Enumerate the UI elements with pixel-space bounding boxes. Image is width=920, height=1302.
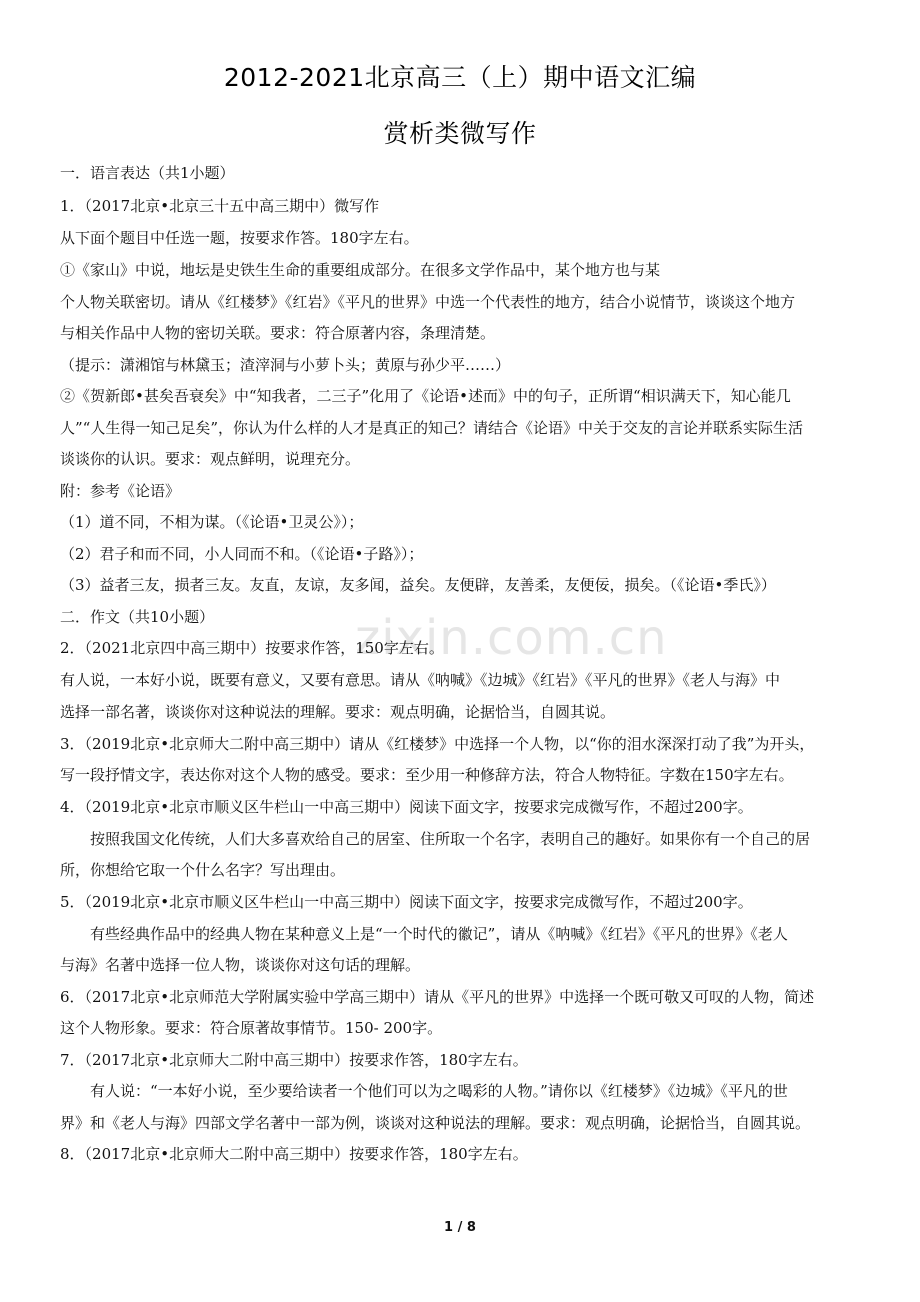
- page-number: 1 / 8: [444, 1220, 476, 1235]
- text-line: 按照我国文化传统，人们大多喜欢给自己的居室、住所取一个名字，表明自己的趣好。如果你有一个自己的居: [90, 830, 811, 848]
- question-heading: 4．（2019北京•北京市顺义区牛栏山一中高三期中）阅读下面文字，按要求完成微写作，不超过200字。: [60, 798, 753, 816]
- text-line: ②《贺新郎•甚矣吾衰矣》中“知我者，二三子”化用了《论语•述而》中的句子，正所谓“相识满天下，知心能几: [60, 387, 791, 405]
- text-line: 与海》名著中选择一位人物，谈谈你对这句话的理解。: [60, 956, 421, 974]
- text-line: （3）益者三友，损者三友。友直，友谅，友多闻，益矣。友便辟，友善柔，友便佞，损矣。（《论语•季氏》）: [60, 576, 776, 594]
- text-line: 有人说，一本好小说，既要有意义，又要有意思。请从《呐喊》《边城》《红岩》《平凡的世界》《老人与海》中: [60, 671, 781, 689]
- watermark: zixin.com.cn: [355, 610, 668, 666]
- text-line: 个人物关联密切。请从《红楼梦》《红岩》《平凡的世界》中选一个代表性的地方，结合小说情节，谈谈这个地方: [60, 293, 796, 311]
- document-title: 2012-2021北京高三（上）期中语文汇编: [223, 63, 697, 92]
- text-line: （提示：潇湘馆与林黛玉；渣滓洞与小萝卜头；黄原与孙少平……）: [60, 356, 511, 374]
- text-line: 有人说：“一本好小说，至少要给读者一个他们可以为之喝彩的人物。”请你以《红楼梦》《边城》《平凡的世: [90, 1082, 788, 1100]
- text-line: 界》和《老人与海》四部文学名著中一部为例，谈谈对这种说法的理解。要求：观点明确，论据恰当，自圆其说。: [60, 1114, 811, 1132]
- text-line: 选择一部名著，谈谈你对这种说法的理解。要求：观点明确，论据恰当，自圆其说。: [60, 703, 616, 721]
- question-heading: 8．（2017北京•北京师大二附中高三期中）按要求作答，180字左右。: [60, 1145, 528, 1163]
- section-heading: 一．语言表达（共1小题）: [60, 164, 235, 182]
- text-line: （1）道不同，不相为谋。（《论语•卫灵公》）；: [60, 513, 364, 531]
- text-line: 附：参考《论语》: [60, 482, 181, 500]
- question-heading: 1．（2017北京•北京三十五中高三期中）微写作: [60, 197, 380, 215]
- text-line: 写一段抒情文字，表达你对这个人物的感受。要求：至少用一种修辞方法，符合人物特征。字数在150字左右。: [60, 766, 794, 784]
- text-line: 谈谈你的认识。要求：观点鲜明，说理充分。: [60, 450, 361, 468]
- text-line: ①《家山》中说，地坛是史铁生生命的重要组成部分。在很多文学作品中，某个地方也与某: [60, 261, 661, 279]
- question-heading: 3．（2019北京•北京师大二附中高三期中）请从《红楼梦》中选择一个人物，以“你的泪水深深打动了我”为开头，: [60, 735, 815, 753]
- question-heading: 5．（2019北京•北京市顺义区牛栏山一中高三期中）阅读下面文字，按要求完成微写作，不超过200字。: [60, 893, 753, 911]
- question-heading: 2．（2021北京四中高三期中）按要求作答，150字左右。: [60, 639, 444, 657]
- question-heading: 6．（2017北京•北京师范大学附属实验中学高三期中）请从《平凡的世界》中选择一个既可敬又可叹的人物，简述: [60, 988, 815, 1006]
- text-line: 与相关作品中人物的密切关联。要求：符合原著内容，条理清楚。: [60, 324, 496, 342]
- text-line: 有些经典作品中的经典人物在某种意义上是“一个时代的徽记”，请从《呐喊》《红岩》《平凡的世界》《老人: [90, 925, 788, 943]
- text-line: 这个人物形象。要求：符合原著故事情节。150- 200字。: [60, 1019, 443, 1037]
- question-heading: 7．（2017北京•北京师大二附中高三期中）按要求作答，180字左右。: [60, 1051, 528, 1069]
- text-line: 所，你想给它取一个什么名字？写出理由。: [60, 861, 346, 879]
- text-line: （2）君子和而不同，小人同而不和。（《论语•子路》）；: [60, 545, 424, 563]
- text-line: 从下面个题目中任选一题，按要求作答。180字左右。: [60, 229, 419, 247]
- document-subtitle: 赏析类微写作: [383, 119, 537, 148]
- section-heading: 二．作文（共10小题）: [60, 608, 215, 626]
- text-line: 人”“人生得一知己足矣”，你认为什么样的人才是真正的知己？请结合《论语》中关于交友的言论并联系实际生活: [60, 419, 804, 437]
